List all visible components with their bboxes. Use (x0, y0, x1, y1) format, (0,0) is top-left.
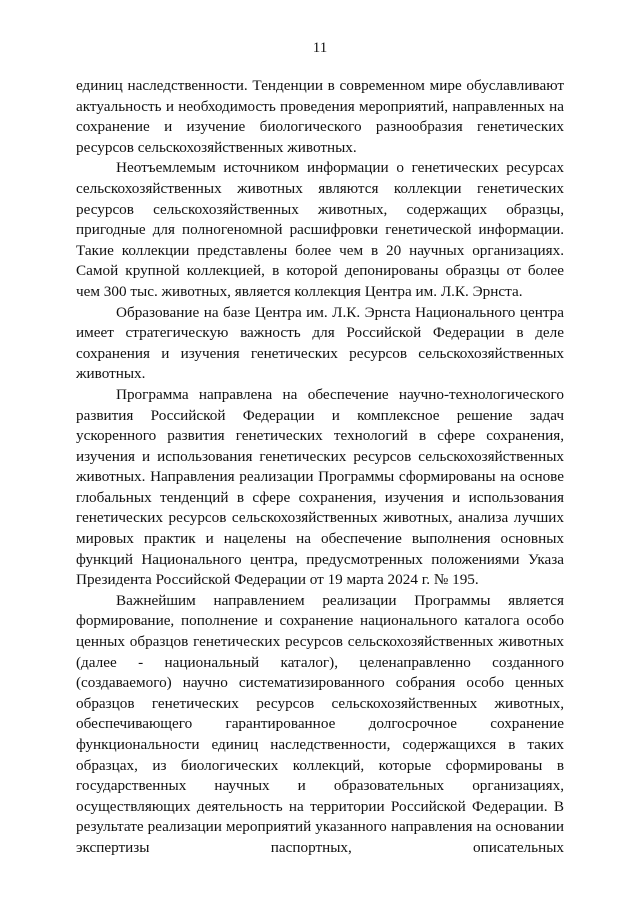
body-text (76, 76, 564, 859)
paragraph-5: Важнейшим направлением реализации Программы является формирование, пополнение и сохранение национального каталога особо ценных образцов генетических ресурсов сельскохозяйственных животных (далее - национальный каталог), целенаправленно созданного (создаваемого) научно систематизированного собрания особо ценных образцов генетических ресурсов сельскохозяйственных животных, обеспечивающего гарантированное долгосрочное сохранение функциональности единиц наследственности, содержащихся в таких образцах, из биологических коллекций, которые сформированы в государственных научных и образовательных организациях, осуществляющих деятельность на территории Российской Федерации. В результате реализации мероприятий указанного направления на основании экспертизы паспортных, описательных (76, 591, 564, 856)
paragraph-3: Образование на базе Центра им. Л.К. Эрнста Национального центра имеет стратегическую важность для Российской Федерации в деле сохранения и изучения генетических ресурсов сельскохозяйственных животных. (76, 303, 564, 383)
paragraph-4: Программа направлена на обеспечение научно-технологического развития Российской Федерации и комплексное решение задач ускоренного развития генетических технологий в сфере сохранения, изучения и использования генетических ресурсов сельскохозяйственных животных. Направления реализации Программы сформированы на основе глобальных тенденций в сфере сохранения, изучения и использования генетических ресурсов сельскохозяйственных животных, анализа лучших мировых практик и нацелены на обеспечение выполнения основных функций Национального центра, предусмотренных положениями Указа Президента Российской Федерации от 19 марта 2024 г. № 195. (76, 385, 564, 589)
paragraph-2: Неотъемлемым источником информации о генетических ресурсах сельскохозяйственных животных являются коллекции генетических ресурсов сельскохозяйственных животных, содержащих образцы, пригодные для полногеномной расшифровки генетической информации. Такие коллекции представлены более чем в 20 научных организациях. Самой крупной коллекцией, в которой депонированы образцы от более чем 300 тыс. животных, является коллекция Центра им. Л.К. Эрнста. (76, 159, 564, 300)
paragraph-1: единиц наследственности. Тенденции в современном мире обуславливают актуальность и необходимость проведения мероприятий, направленных на сохранение и изучение биологического разнообразия генетических ресурсов сельскохозяйственных животных. (76, 77, 564, 156)
page-number: 11 (312, 40, 328, 56)
